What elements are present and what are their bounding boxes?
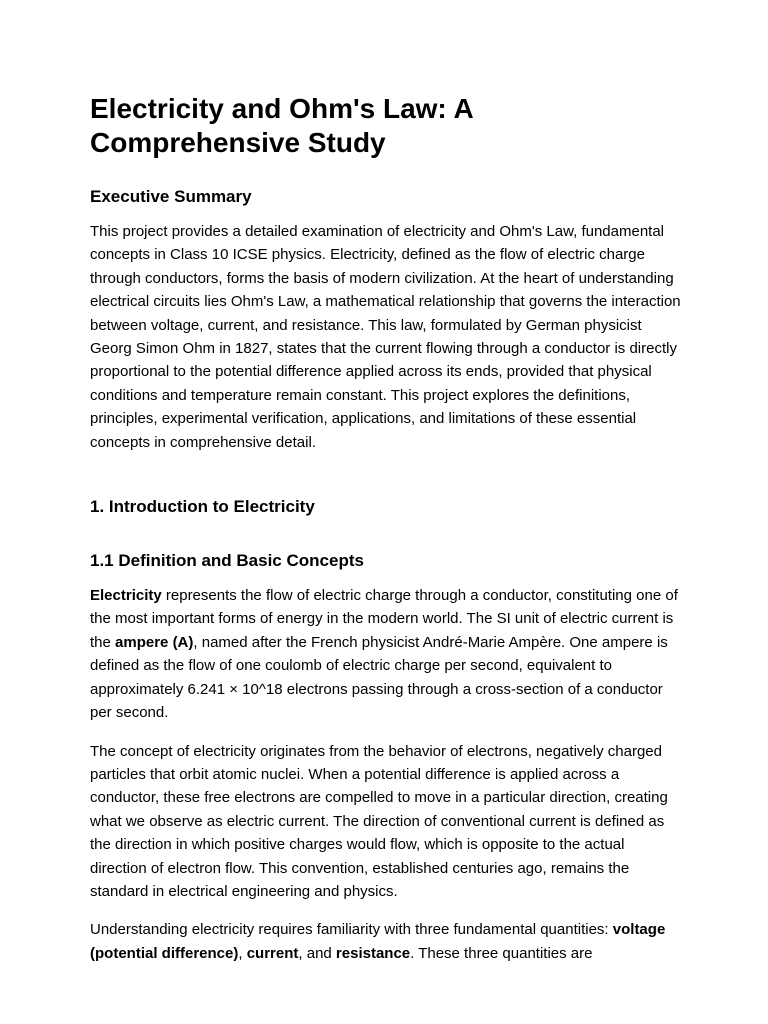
- executive-summary-paragraph: This project provides a detailed examination of electricity and Ohm's Law, fundamental concepts in Class 10 ICSE physics. Electricity, defined as the flow of electric charge through conductors, forms the basis of modern civilization. At the heart of understanding electrical circuits lies Ohm's Law, a mathematical relationship that governs the interaction between voltage, current, and resistance. This law, formulated by German physicist Georg Simon Ohm in 1827, states that the current flowing through a conductor is directly proportional to the potential difference applied across its ends, provided that physical conditions and temperature remain constant. This project explores the definitions, principles, experimental verification, applications, and limitations of these essential concepts in comprehensive detail.: [90, 223, 681, 451]
- definition-paragraph-3: [90, 918, 682, 965]
- paragraph-text: , and: [298, 944, 336, 962]
- paragraph-text: represents the flow of electric charge through a conductor, constituting one of the most important forms of energy in the modern world. The SI unit of electric current is the: [90, 587, 678, 651]
- bold-term-voltage: voltage (potential difference): [90, 921, 666, 962]
- section-1-heading: 1. Introduction to Electricity: [90, 497, 315, 517]
- subsection-1-1-heading: 1.1 Definition and Basic Concepts: [90, 551, 364, 571]
- bold-term-electricity: Electricity: [90, 587, 162, 605]
- paragraph-text: , named after the French physicist André-Marie Ampère. One ampere is defined as the flow of one coulomb of electric charge per second, equivalent to approximately 6.241 × 10^18 electrons passing through a cross-section of a conductor per second.: [90, 633, 668, 722]
- definition-paragraph-2: The concept of electricity originates from the behavior of electrons, negatively charged particles that orbit atomic nuclei. When a potential difference is applied across a conductor, these free electrons are compelled to move in a particular direction, creating what we observe as electric current. The direction of conventional current is defined as the direction in which positive charges would flow, which is opposite to the actual direction of electron flow. This convention, established centuries ago, remains the standard in electrical engineering and physics.: [90, 742, 668, 900]
- bold-term-current: current: [246, 944, 299, 962]
- definition-paragraph-1: [90, 584, 682, 724]
- paragraph-text: ,: [238, 944, 247, 962]
- bold-term-ampere: ampere (A): [115, 633, 194, 651]
- document-title: Electricity and Ohm's Law: A Comprehensive Study: [90, 93, 473, 158]
- executive-summary-heading: Executive Summary: [90, 187, 252, 206]
- paragraph-text: Understanding electricity requires familiarity with three fundamental quantities:: [90, 921, 613, 939]
- bold-term-resistance: resistance: [335, 944, 411, 962]
- paragraph-text: . These three quantities are: [410, 944, 593, 962]
